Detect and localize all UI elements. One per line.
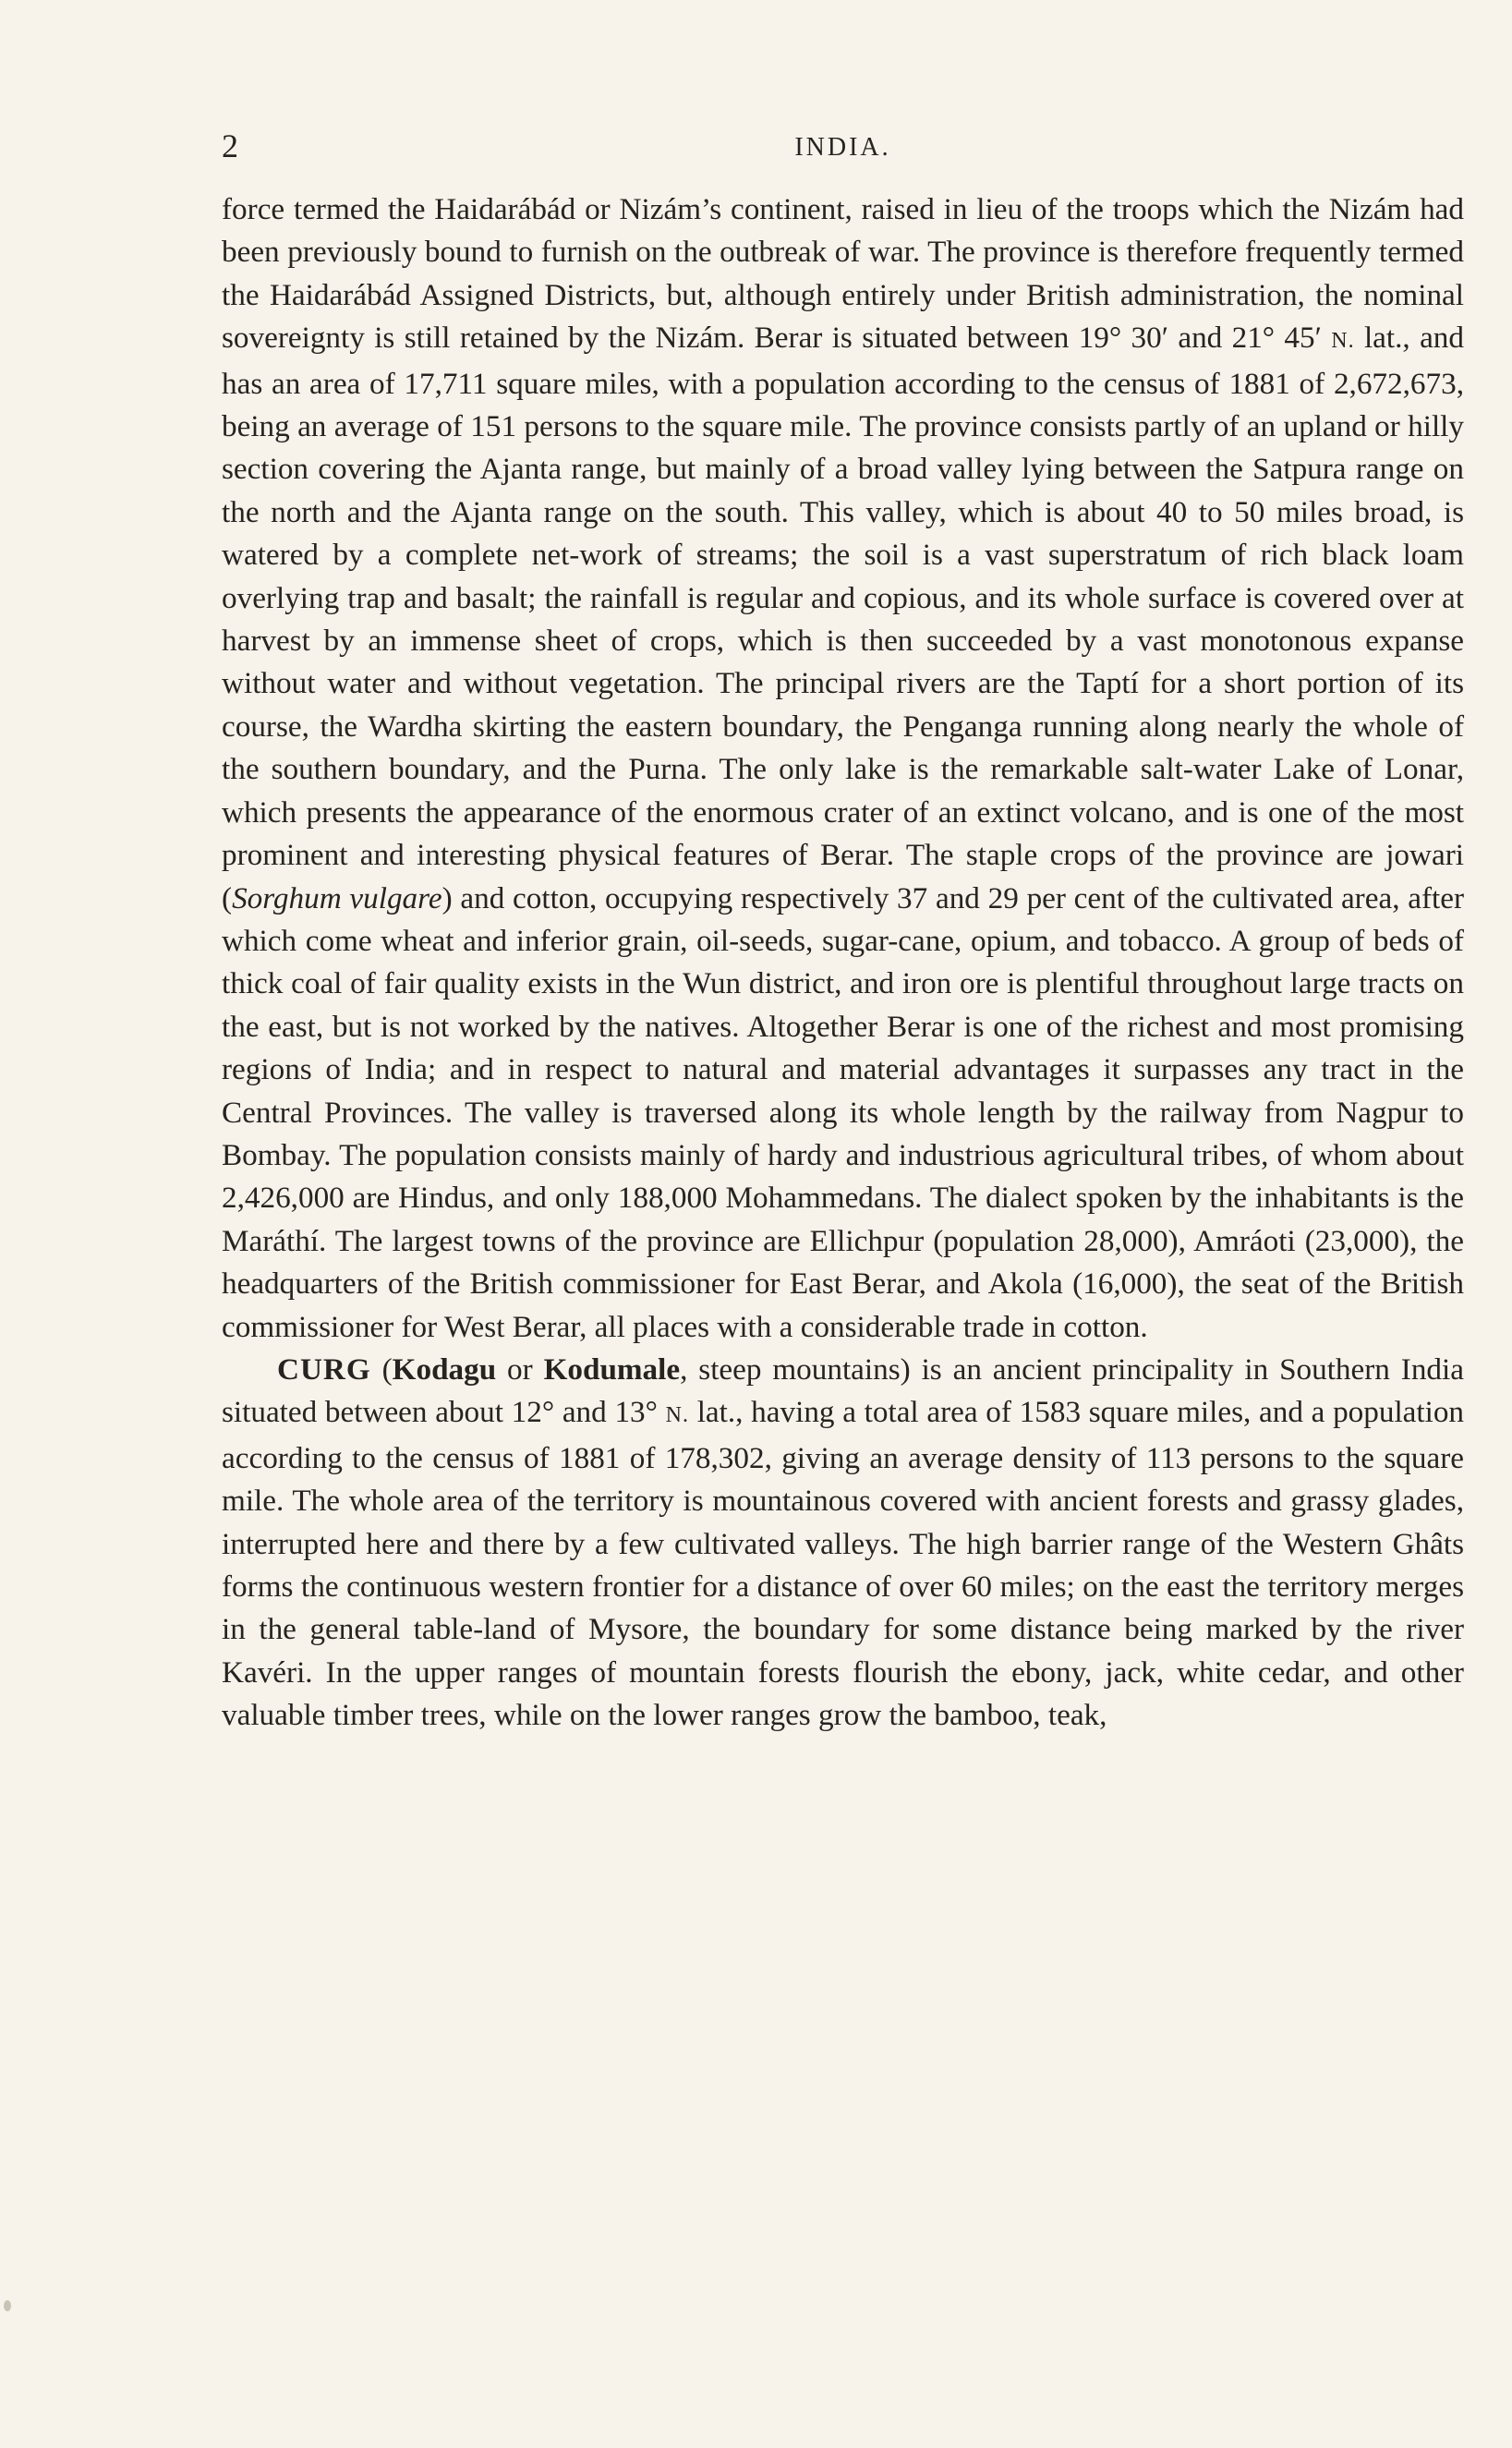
- running-head: [222, 127, 1464, 174]
- berar-text-3: ) and cotton, occupying respectively 37 and 29 per cent of the cultivated area, after which come wheat and inferior grain, oil-seeds, sugar-cane, opium, and tobacco. A group of beds of thick coal of fair quality exists in the Wun district, and iron ore is plentiful throughout large tracts on the east, but is not worked by the natives. Altogether Berar is one of the richest and most promising regions of India; and in respect to natural and material advantages it surpasses any tract in the Central Provinces. The valley is traversed along its whole length by the railway from Nagpur to Bombay. The population consists mainly of hardy and industrious agricultural tribes, of whom about 2,426,000 are Hindus, and only 188,000 Mohammedans. The dialect spoken by the inhabitants is the Maráthí. The largest towns of the province are Ellichpur (population 28,000), Amráoti (23,000), the headquarters of the British commissioner for East Berar, and Akola (16,000), the seat of the British commissioner for West Berar, all places with a considerable trade in cotton.: [222, 880, 1465, 1344]
- page-number: 2: [222, 127, 238, 164]
- berar-text-2: lat., and has an area of 17,711 square miles, with a population according to the census of 1881 of 2,672,673, being an average of 151 persons to the square mile. The province consists partly of an upland or hilly section covering the Ajanta range, but mainly of a broad valley lying between the Satpura range on the north and the Ajanta range on the south. This valley, which is about 40 to 50 miles broad, is watered by a complete net-work of streams; the soil is a vast superstratum of rich black loam overlying trap and basalt; the rainfall is regular and copious, and its whole surface is covered over at harvest by an immense sheet of crops, which is then succeeded by a vast monotonous expanse without water and without vegetation. The principal rivers are the Taptí for a short portion of its course, the Wardha skirting the eastern boundary, the Penganga running along nearly the whole of the southern boundary, and the Purna. The only lake is the remarkable salt-water Lake of Lonar, which presents the appearance of the enormous crater of an extinct volcano, and is one of the most prominent and interesting physical features of Berar. The staple crops of the province are jowari (: [222, 321, 1464, 915]
- berar-text-1: force termed the Haidarábád or Nizám’s continent, raised in lieu of the troops which the Nizám had been previously bound to furnish on the outbreak of war. The province is therefore frequently termed the Haidarábád Assigned Districts, but, although entirely under British administration, the nominal sovereignty is still retained by the Nizám. Berar is situated between 19° 30′ and 21° 45′: [222, 192, 1464, 356]
- body-text: [222, 188, 1464, 1738]
- coorg-alt-name-1: Kodagu: [392, 1351, 497, 1387]
- berar-lat-abbrev: N.: [1331, 329, 1355, 354]
- coorg-alt-or: or: [496, 1351, 544, 1387]
- running-title: INDIA.: [794, 133, 891, 162]
- coorg-heading: CURG: [277, 1351, 371, 1387]
- coorg-alt-open: (: [370, 1351, 393, 1387]
- coorg-lat-abbrev: N.: [665, 1403, 689, 1428]
- latin-name: Sorghum vulgare: [232, 880, 442, 915]
- stray-ink-dot: [4, 2300, 11, 2311]
- paragraph-coorg: [222, 1349, 1464, 1738]
- coorg-alt-rest: , steep mountains) is an ancient principality in Southern India situated between about 12° and 13°: [222, 1351, 1464, 1430]
- paragraph-berar: [222, 188, 1464, 1349]
- coorg-body: lat., having a total area of 1583 square miles, and a population according to the census of 1881 of 178,302, giving an average density of 113 persons to the square mile. The whole area of the territory is mountainous covered with ancient forests and grassy glades, interrupted here and there by a few cultivated valleys. The high barrier range of the Western Ghâts forms the continuous western frontier for a distance of over 60 miles; on the east the territory merges in the general table-land of Mysore, the boundary for some distance being marked by the river Kavéri. In the upper ranges of mountain forests flourish the ebony, jack, white cedar, and other valuable timber trees, while on the lower ranges grow the bamboo, teak,: [222, 1395, 1465, 1733]
- coorg-alt-name-2: Kodumale: [543, 1351, 681, 1387]
